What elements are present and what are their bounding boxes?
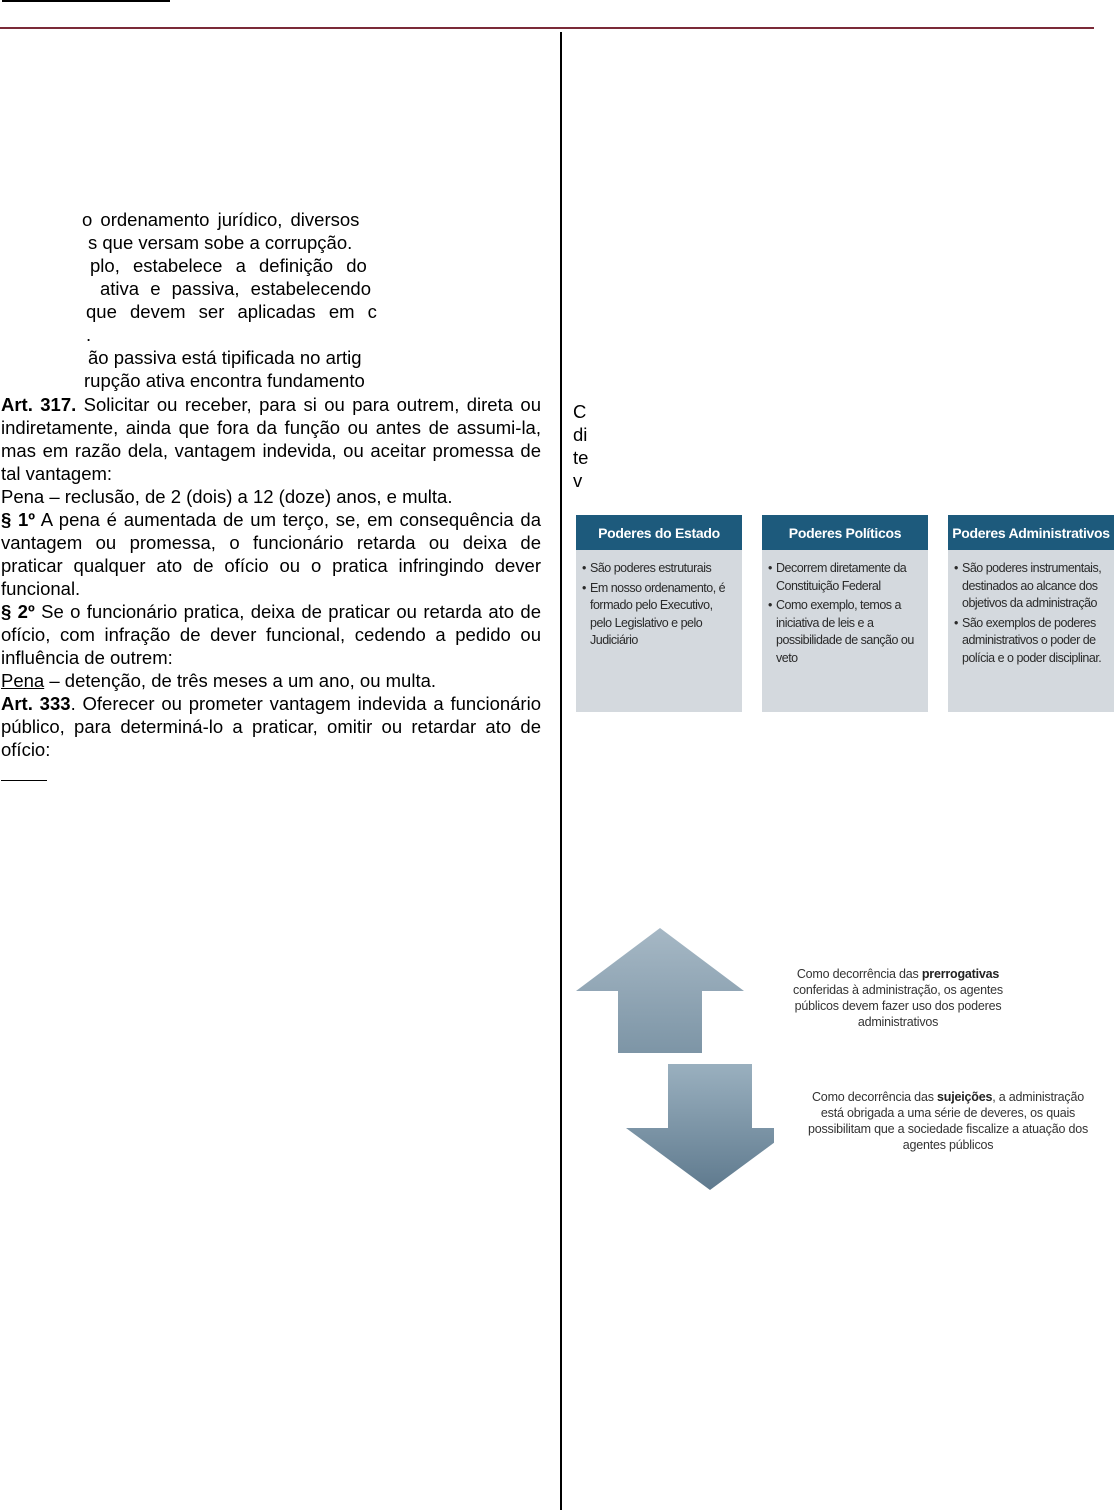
art-333-text: . Oferecer ou prometer vantagem indevida a funcionário público, para determiná-lo a praticar, omitir ou retardar ato de ofício: xyxy=(1,693,541,760)
box-bullet: • Em nosso ordenamento, é formado pelo Executivo, pelo Legislativo e pelo Judiciário xyxy=(590,580,736,650)
art-317 xyxy=(1,393,541,485)
paragraph-1-text: A pena é aumentada de um terço, se, em consequência da vantagem ou promessa, o funcionário retarda ou deixa de praticar qualquer ato de ofício ou o pratica infringindo dever funcional. xyxy=(1,509,541,599)
intro-fragment-4: ativa e passiva, estabelecendo xyxy=(100,278,372,299)
flow-up-keyword: prerrogativas xyxy=(921,967,1000,981)
box-title: Poderes Políticos xyxy=(762,515,928,550)
intro-fragment-6: . xyxy=(86,324,92,345)
intro-fragment-7: ão passiva está tipificada no artig xyxy=(88,347,362,368)
footnote-rule xyxy=(1,780,47,781)
box-bullet: • São poderes estruturais xyxy=(590,560,736,578)
paragraph-2-label: § 2º xyxy=(1,601,35,622)
flow-down-keyword: sujeições xyxy=(937,1090,993,1104)
cut-letter-4: v xyxy=(573,470,583,491)
box-bullets xyxy=(948,550,1114,667)
intro-fragment-1: o ordenamento jurídico, diversos xyxy=(82,209,360,230)
flow-down-after: , a administração está obrigada a uma série de deveres, os quais possibilitam que a sociedade fiscalize a atuação dos agentes públicos xyxy=(807,1090,1089,1152)
art-333-label: Art. 333 xyxy=(1,693,71,714)
flow-down-before: Como decorrência das xyxy=(811,1090,938,1104)
box-bullets xyxy=(576,550,742,650)
box-poderes-estado xyxy=(576,515,742,712)
cut-letter-3: te xyxy=(573,447,589,468)
flow-up-before: Como decorrência das xyxy=(796,967,922,981)
art-333 xyxy=(1,692,541,761)
box-bullet: • São exemplos de poderes administrativos o poder de polícia e o poder disciplinar. xyxy=(962,615,1108,668)
pena-2-text: – detenção, de três meses a um ano, ou multa. xyxy=(44,670,437,691)
intro-fragment-5: que devem ser aplicadas em c xyxy=(86,301,377,322)
intro-fragment-3: plo, estabelece a definição do xyxy=(90,255,367,276)
paragraph-2-text: Se o funcionário pratica, deixa de praticar ou retarda ato de ofício, com infração de dever funcional, cedendo a pedido ou influência de outrem: xyxy=(1,601,541,668)
legal-text-block xyxy=(1,393,541,761)
arrow-up-icon xyxy=(576,928,744,1053)
paragraph-2 xyxy=(1,600,541,669)
box-title: Poderes Administrativos xyxy=(948,515,1114,550)
paragraph-1-label: § 1º xyxy=(1,509,36,530)
box-bullet: • Decorrem diretamente da Constituição Federal xyxy=(776,560,922,595)
paragraph-1 xyxy=(1,508,541,600)
header-rule xyxy=(0,27,1094,29)
flow-up-after: conferidas à administração, os agentes públicos devem fazer uso dos poderes administrativos xyxy=(793,983,1003,1029)
top-rule xyxy=(2,0,170,2)
intro-fragment-2: s que versam sobe a corrupção. xyxy=(88,232,353,253)
box-poderes-politicos xyxy=(762,515,928,712)
pena-1: Pena – reclusão, de 2 (dois) a 12 (doze) anos, e multa. xyxy=(1,486,453,507)
box-poderes-administrativos xyxy=(948,515,1114,712)
pena-2-label: Pena xyxy=(1,670,45,691)
pena-2 xyxy=(1,669,541,692)
intro-fragment-8: rupção ativa encontra fundamento xyxy=(84,370,365,391)
box-bullets xyxy=(762,550,928,667)
column-divider xyxy=(560,32,562,1510)
box-bullet: • São poderes instrumentais, destinados ao alcance dos objetivos da administração xyxy=(962,560,1108,613)
art-317-text: Solicitar ou receber, para si ou para outrem, direta ou indiretamente, ainda que fora da função ou antes de assumi-la, mas em razão dela, vantagem indevida, ou aceitar promessa de tal vantagem: xyxy=(1,394,541,484)
box-bullet: • Como exemplo, temos a iniciativa de leis e a possibilidade de sanção ou veto xyxy=(776,597,922,667)
flow-text-down xyxy=(802,1089,1094,1153)
arrows-diagram xyxy=(574,925,774,1195)
cut-letter-1: C xyxy=(573,401,587,422)
art-317-label: Art. 317. xyxy=(1,394,77,415)
arrow-down-icon xyxy=(626,1064,774,1190)
cut-letter-2: di xyxy=(573,424,588,445)
box-title: Poderes do Estado xyxy=(576,515,742,550)
flow-text-up xyxy=(776,966,1020,1030)
